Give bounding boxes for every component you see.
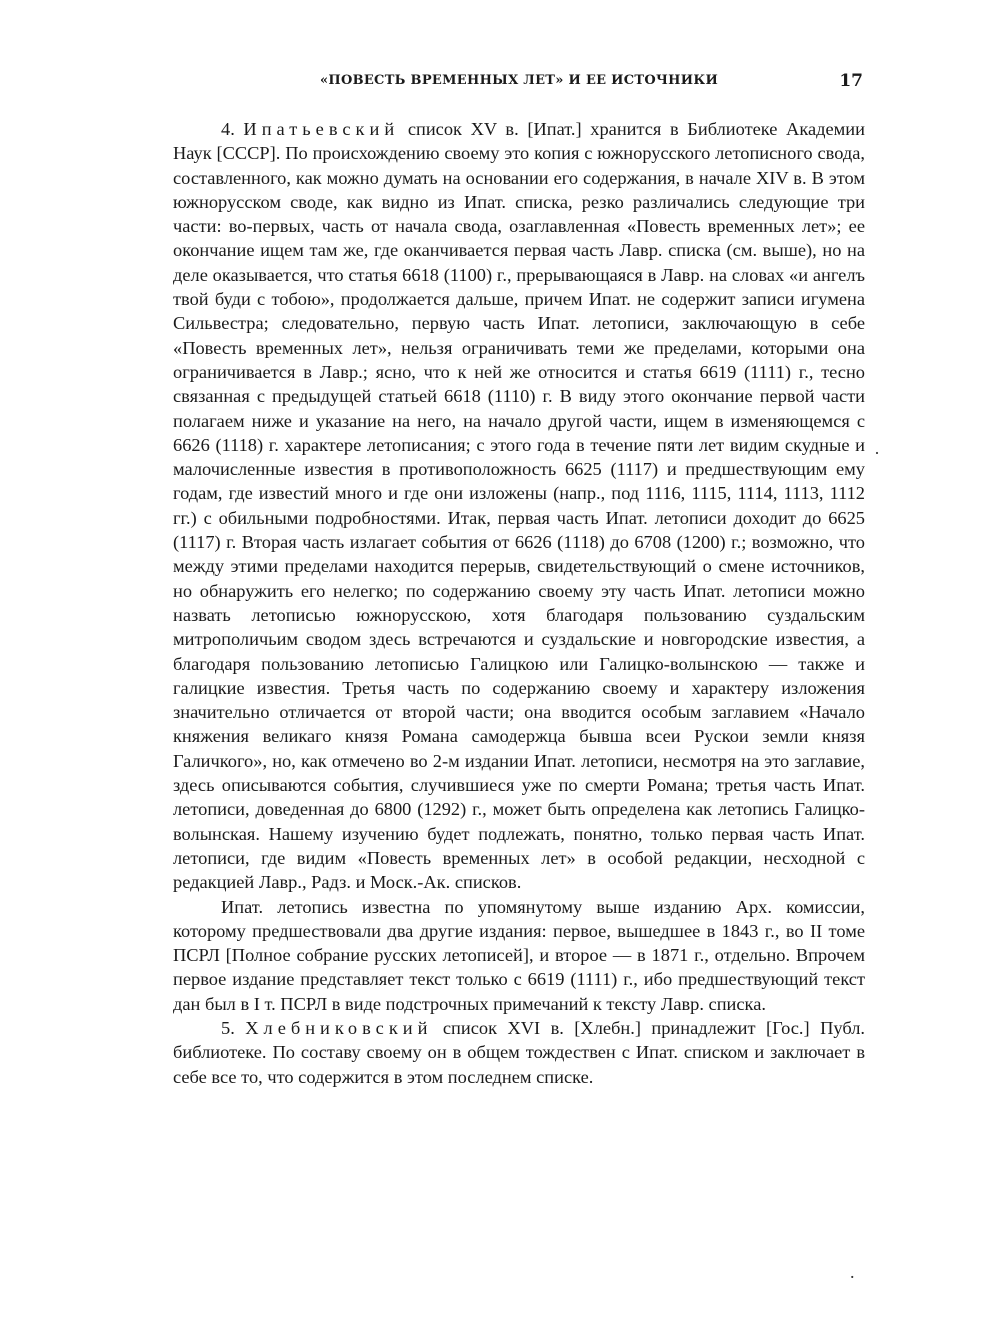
margin-mark: .: [850, 1262, 855, 1282]
manuscript-name: Хлебниковский: [245, 1017, 433, 1038]
body-text: [173, 117, 865, 1089]
page-number: 17: [839, 71, 863, 91]
section-number: 5.: [221, 1017, 235, 1038]
paragraph-text: список XV в. [Ипат.] хранится в Библиотеке Академии Наук [СССР]. По происхождению своему это копия с южнорусского летописного свода, составленного, как можно думать на основании его содержания, в начале XIV в. В этом южнорусском своде, как видно из Ипат. списка, резко различались следующие три части: во-первых, часть от начала свода, озаглавленная «Повесть временных лет»; ее окончание ищем там же, где оканчивается первая часть Лавр. списка (см. выше), но на деле оказывается, что статья 6618 (1100) г., прерывающаяся в Лавр. на словах «и ангелъ твой буди с тобою», продолжается дальше, причем Ипат. не содержит записи игумена Сильвестра; следовательно, первую часть Ипат. летописи, заключающую в себе «Повесть временных лет», нельзя ограничивать теми же пределами, которыми она ограничивается в Лавр.; ясно, что к ней же относится и статья 6619 (1111) г., тесно связанная с предыдущей статьей 6618 (1110) г. В виду этого окончание первой части полагаем ниже и указание на него, на начало другой части, ищем в изменяющемся с 6626 (1118) г. характере летописания; с этого года в течение пяти лет видим скудные и малочисленные известия в противоположность 6625 (1117) и предшествующим ему годам, где известий много и где они изложены (напр., под 1116, 1115, 1114, 1113, 1112 гг.) с обильными подробностями. Итак, первая часть Ипат. летописи доходит до 6625 (1117) г. Вторая часть излагает события от 6626 (1118) до 6708 (1200) г.; возможно, что между этими пределами находится перерыв, свидетельствующий о смене источников, но обнаружить его нелегко; по содержанию своему эту часть Ипат. летописи можно назвать летописью южнорусскою, хотя благодаря пользованию суздальским митрополичьим сводом здесь встречаются и суздальские и новгородские известия, а благодаря пользованию летописью Галицкою или Галицко-волынскою — также и галицкие известия. Третья часть по содержанию своему и характеру изложения значительно отличается от второй части; она вводится особым заглавием «Начало княжения великаго князя Романа самодержца бывша всеи Рускои земли князя Галичкого», но, как отмечено во 2-м издании Ипат. летописи, несмотря на это заглавие, здесь описываются события, случившиеся уже по смерти Романа; третья часть Ипат. летописи, доведенная до 6800 (1292) г., может быть определена как летопись Галицко-волынская. Нашему изучению будет подлежать, понятно, только первая часть Ипат. летописи, где видим «Повесть временных лет» в особой редакции, несходной с редакцией Лавр., Радз. и Моск.-Ак. списков.: [173, 119, 865, 893]
paragraph-text: список XVI в. [Хлебн.] принадлежит [Гос.] Публ. библиотеке. По составу своему он в общем тождествен с Ипат. списком и заключает в себе все то, что содержится в этом последнем списке.: [173, 1017, 865, 1087]
margin-mark: ·: [874, 443, 880, 463]
section-number: 4.: [221, 119, 235, 139]
paragraph-khlebnikov: [173, 1016, 865, 1089]
page-header: [173, 73, 865, 97]
manuscript-name: Ипатьевский: [243, 119, 400, 139]
paragraph-text: Ипат. летопись известна по упомянутому выше изданию Арх. комиссии, которому предшествовали два другие издания: первое, вышедшее в 1843 г., во II томе ПСРЛ [Полное собрание русских летописей], и второе — в 1871 г., отдельно. Впрочем первое издание представляет текст только с 6619 (1111) г., ибо предшествующий текст дан был в I т. ПСРЛ в виде подстрочных примечаний к тексту Лавр. списка.: [173, 896, 865, 1014]
paragraph-editions: [173, 895, 865, 1016]
paragraph-ipatiev: [173, 117, 865, 895]
running-title: «ПОВЕСТЬ ВРЕМЕННЫХ ЛЕТ» И ЕЕ ИСТОЧНИКИ: [319, 73, 719, 88]
